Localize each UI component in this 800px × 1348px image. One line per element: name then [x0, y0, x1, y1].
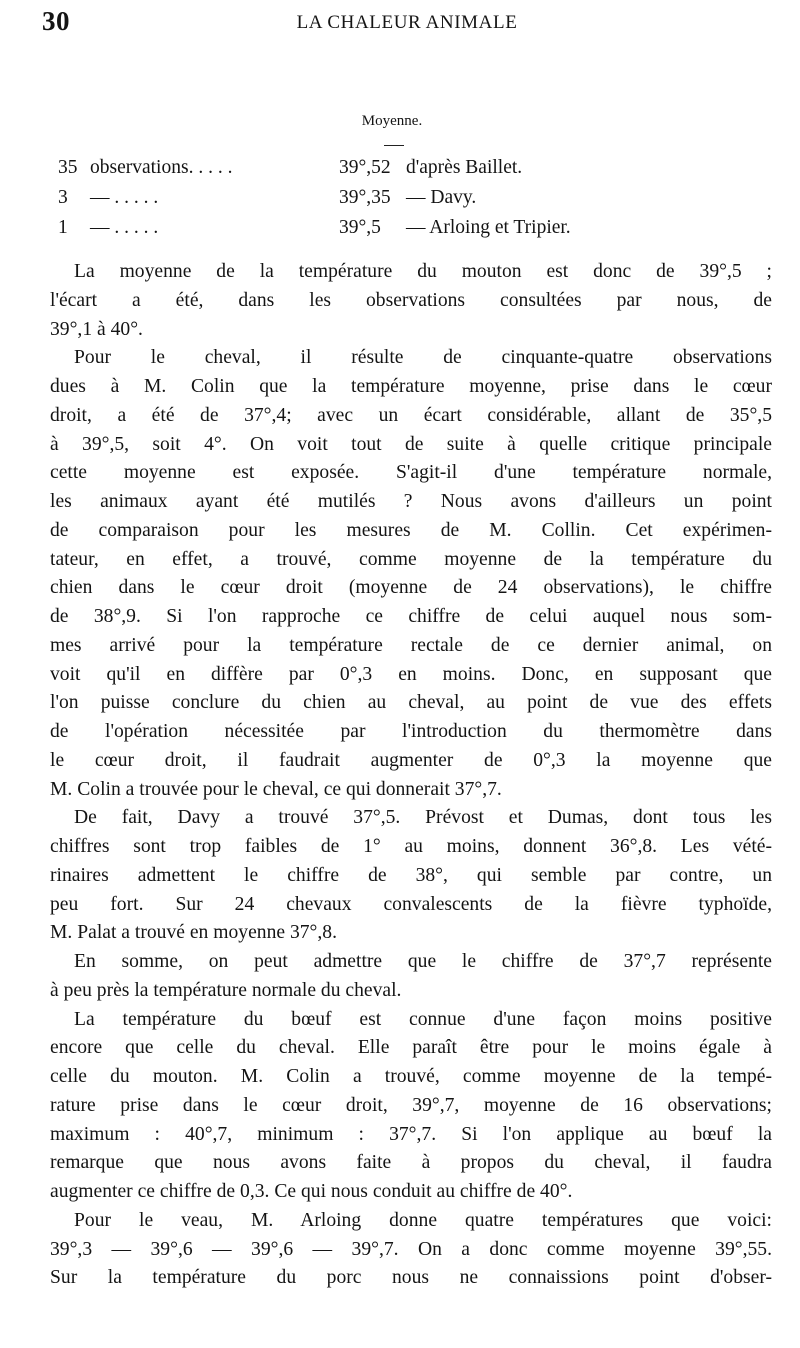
- running-head: [42, 6, 772, 46]
- text-line: De fait, Davy a trouvé 37°,5. Prévost et Dumas, dont tous les: [74, 807, 772, 829]
- text-line: Pour le veau, M. Arloing donne quatre températures que voici:: [74, 1209, 772, 1231]
- table-row: [58, 157, 778, 187]
- text-line: M. Colin a trouvée pour le cheval, ce qui donnerait 37°,7.: [50, 778, 502, 800]
- text-line: augmenter ce chiffre de 0,3. Ce qui nous conduit au chiffre de 40°.: [50, 1181, 573, 1202]
- observation-value: 39°,52: [339, 157, 391, 178]
- text-line: de 38°,9. Si l'on rapproche ce chiffre de celui auquel nous som-: [50, 606, 772, 627]
- text-line: le cœur droit, il faudrait augmenter de 0°,3 la moyenne que: [50, 749, 772, 771]
- observation-label: observations. . . . .: [90, 157, 233, 178]
- text-line: voit qu'il en diffère par 0°,3 en moins. Donc, en supposant que: [50, 663, 772, 685]
- text-line: l'on puisse conclure du chien au cheval, au point de vue des effets: [50, 692, 772, 714]
- text-line: cette moyenne est exposée. S'agit-il d'une température normale,: [50, 462, 772, 484]
- text-line: dues à M. Colin que la température moyenne, prise dans le cœur: [50, 376, 772, 397]
- observation-label: — . . . . .: [90, 217, 159, 238]
- paragraph: [50, 258, 772, 344]
- text-line: Sur la température du porc nous ne connaissions point d'obser-: [50, 1267, 772, 1289]
- paragraph: [50, 948, 772, 1006]
- text-line: tateur, en effet, a trouvé, comme moyenne de la température du: [50, 548, 772, 570]
- text-line: les animaux ayant été mutilés ? Nous avons d'ailleurs un point: [50, 491, 772, 512]
- text-line: En somme, on peut admettre que le chiffre de 37°,7 représente: [74, 951, 772, 972]
- text-line: rinaires admettent le chiffre de 38°, qui semble par contre, un: [50, 864, 772, 886]
- text-line: 39°,3 — 39°,6 — 39°,6 — 39°,7. On a donc comme moyenne 39°,55.: [50, 1238, 772, 1260]
- text-line: mes arrivé pour la température rectale de ce dernier animal, on: [50, 634, 772, 656]
- text-line: de comparaison pour les mesures de M. Collin. Cet expérimen-: [50, 519, 772, 541]
- text-line: 39°,1 à 40°.: [50, 318, 143, 340]
- paragraph: [50, 1207, 772, 1293]
- text-line: M. Palat a trouvé en moyenne 37°,8.: [50, 922, 337, 944]
- text-line: rature prise dans le cœur droit, 39°,7, moyenne de 16 observations;: [50, 1094, 772, 1116]
- paragraph: [50, 804, 772, 948]
- observation-label: — . . . . .: [90, 187, 159, 208]
- observation-value: 39°,35: [339, 187, 391, 208]
- text-line: l'écart a été, dans les observations consultées par nous, de: [50, 289, 772, 311]
- observation-source: — Arloing et Tripier.: [406, 217, 571, 238]
- table-column-head: Moyenne.: [361, 113, 423, 129]
- text-line: chien dans le cœur droit (moyenne de 24 observations), le chiffre: [50, 577, 772, 599]
- observation-count: 35: [58, 157, 78, 178]
- table-row: [58, 217, 778, 247]
- text-line: chiffres sont trop faibles de 1° au moins, donnent 36°,8. Les vété-: [50, 836, 772, 857]
- text-line: maximum : 40°,7, minimum : 37°,7. Si l'on applique au bœuf la: [50, 1123, 772, 1145]
- paragraph: [50, 344, 772, 804]
- paragraph: [50, 1006, 772, 1207]
- observation-value: 39°,5: [339, 217, 381, 238]
- text-line: remarque que nous avons faite à propos du cheval, il faudra: [50, 1152, 772, 1174]
- text-line: à 39°,5, soit 4°. On voit tout de suite à quelle critique principale: [50, 433, 772, 455]
- observation-count: 3: [58, 187, 68, 208]
- text-line: droit, a été de 37°,4; avec un écart considérable, allant de 35°,5: [50, 404, 772, 426]
- running-title: LA CHALEUR ANIMALE: [296, 12, 518, 33]
- observations-table: [58, 157, 778, 247]
- text-line: La température du bœuf est connue d'une façon moins positive: [74, 1008, 772, 1030]
- observation-count: 1: [58, 217, 68, 238]
- observation-source: — Davy.: [406, 187, 477, 208]
- text-line: Pour le cheval, il résulte de cinquante-quatre observations: [74, 347, 772, 369]
- text-line: celle du mouton. M. Colin a trouvé, comme moyenne de la tempé-: [50, 1066, 772, 1087]
- text-line: peu fort. Sur 24 chevaux convalescents de la fièvre typhoïde,: [50, 893, 772, 915]
- text-line: La moyenne de la température du mouton est donc de 39°,5 ;: [74, 261, 772, 282]
- table-row: [58, 187, 778, 217]
- column-head-rule: [384, 145, 404, 146]
- text-line: de l'opération nécessitée par l'introduction du thermomètre dans: [50, 721, 772, 742]
- observation-source: d'après Baillet.: [406, 157, 523, 178]
- text-line: à peu près la température normale du cheval.: [50, 979, 402, 1001]
- page-number: 30: [42, 6, 70, 36]
- text-line: encore que celle du cheval. Elle paraît être pour le moins égale à: [50, 1037, 772, 1059]
- body-text: [50, 258, 772, 1293]
